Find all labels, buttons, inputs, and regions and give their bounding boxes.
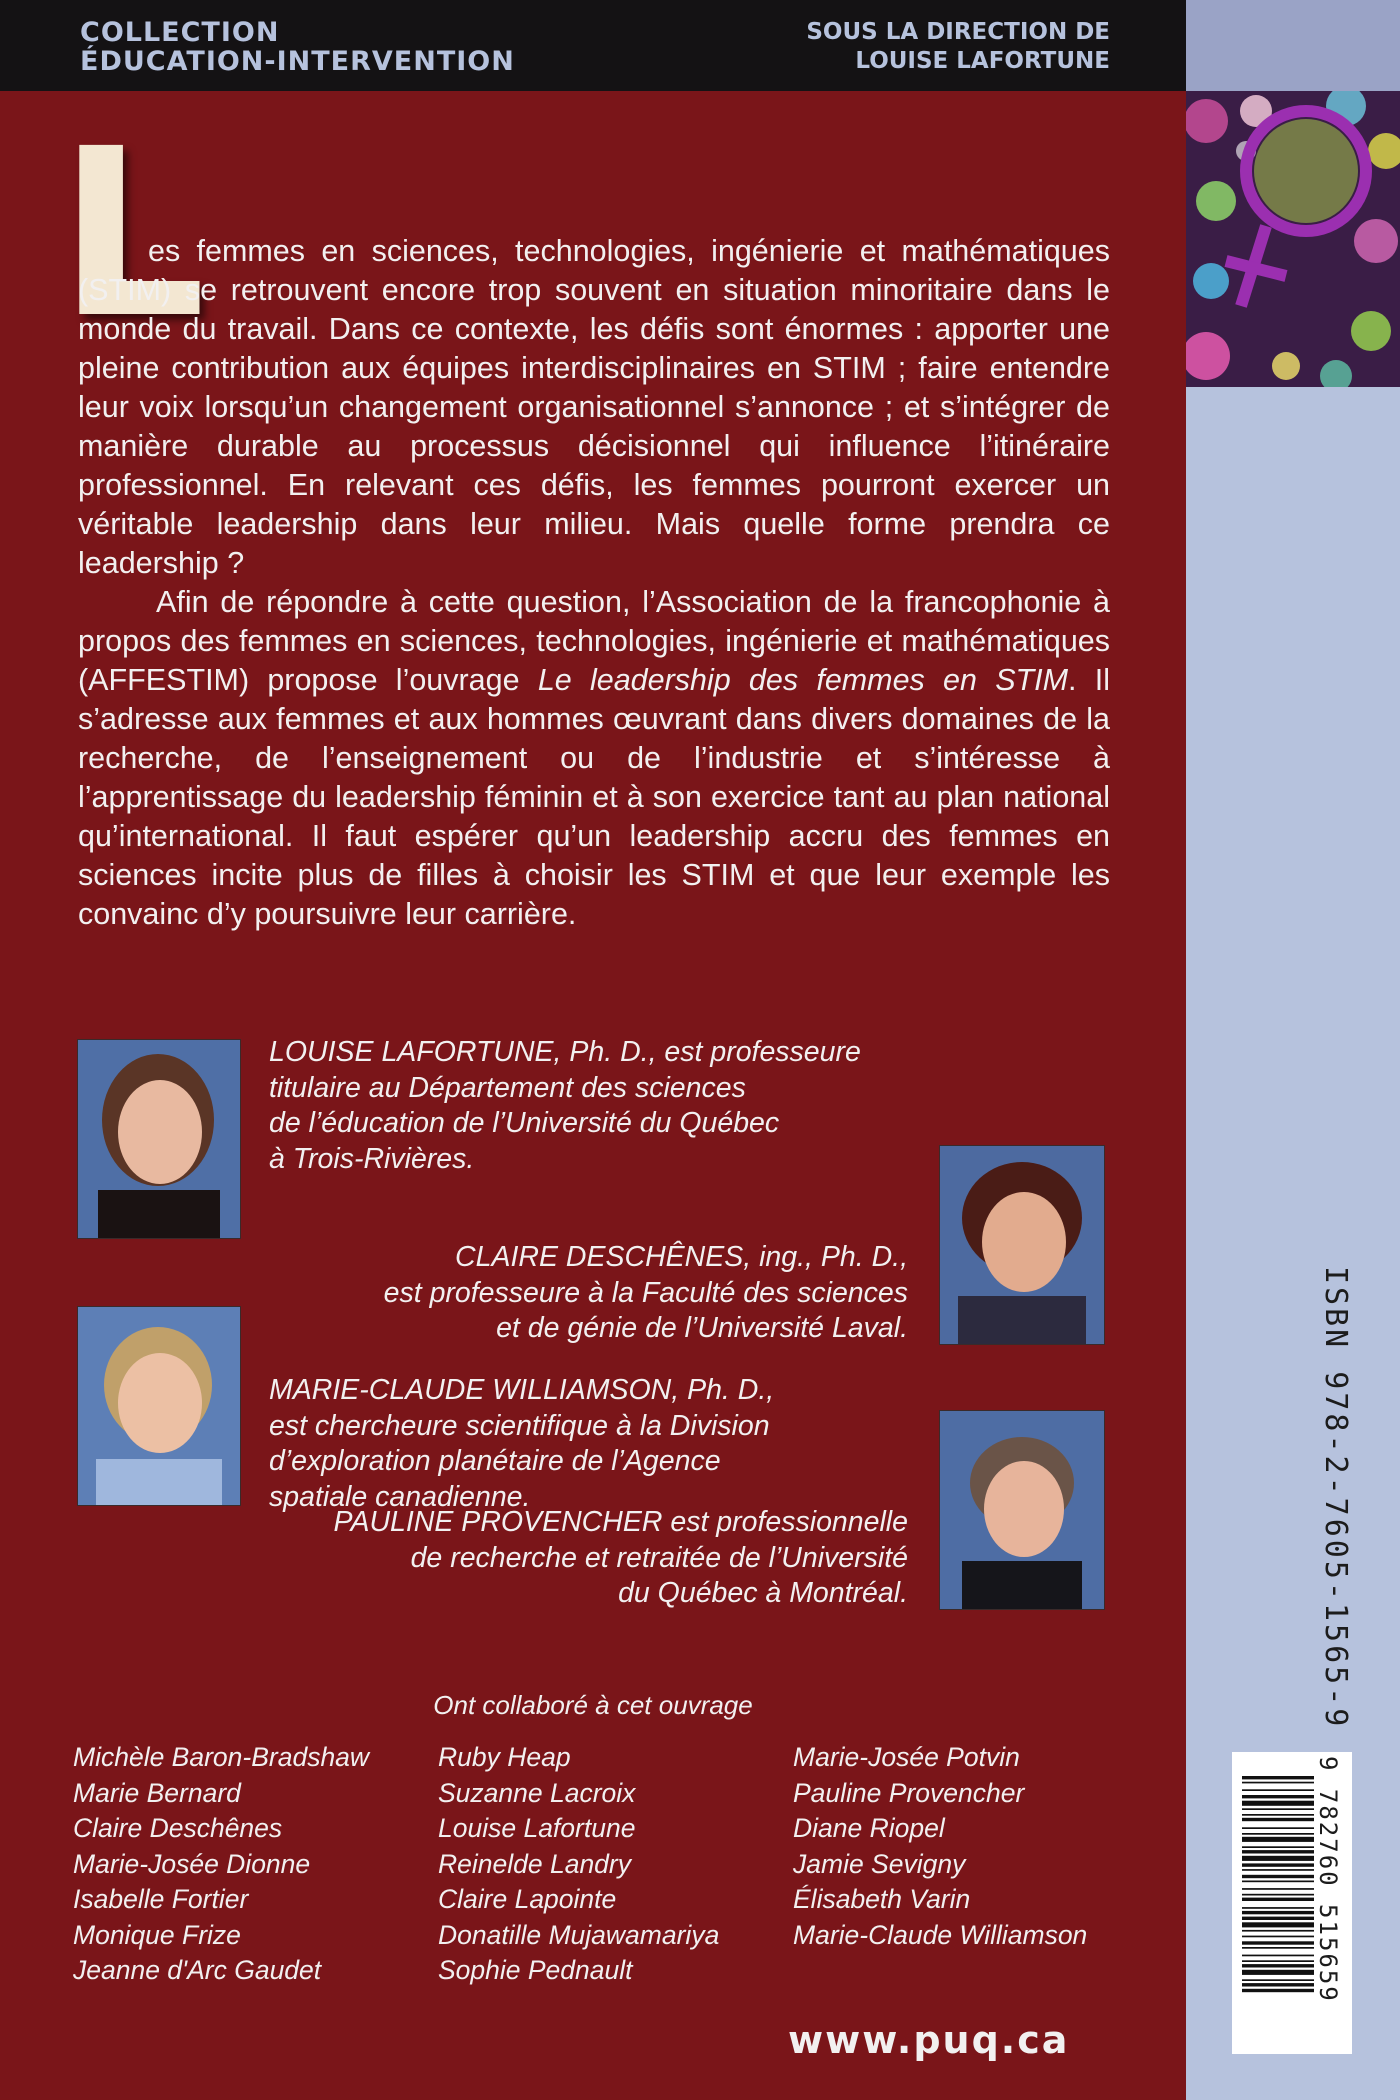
author-photo-provencher [939, 1410, 1105, 1610]
contributor-name: Jeanne d'Arc Gaudet [73, 1955, 322, 1985]
contributor-name: Suzanne Lacroix [438, 1777, 636, 1808]
contributor-name: Michèle Baron-Bradshaw [73, 1742, 370, 1772]
bio-line: PAULINE PROVENCHER est professionnelle [333, 1506, 908, 1538]
contributor-name: Reinelde Landry [438, 1848, 631, 1879]
bio-lafortune [269, 1035, 861, 1177]
contributor-name: Élisabeth Varin [793, 1884, 971, 1914]
contributors-column-3 [793, 1740, 1087, 1953]
barcode-bars [1242, 1776, 1314, 2048]
bio-line: de l’éducation de l’Université du Québec [269, 1107, 780, 1139]
contributors-title: Ont collaboré à cet ouvrage [433, 1690, 753, 1720]
barcode-digits [1310, 1752, 1350, 2054]
bio-line: d’exploration planétaire de l’Agence [269, 1445, 721, 1477]
contributor-name: Claire Deschênes [73, 1813, 283, 1843]
barcode [1232, 1752, 1352, 2054]
bio-line: et de génie de l’Université Laval. [496, 1312, 908, 1344]
direction-line-1: SOUS LA DIRECTION DE [806, 19, 1110, 45]
direction-line-2: LOUISE LAFORTUNE [855, 48, 1110, 74]
contributor-name: Claire Lapointe [438, 1884, 617, 1914]
contributor-name: Diane Riopel [793, 1813, 945, 1843]
bio-williamson [269, 1373, 774, 1515]
author-photo-williamson [77, 1306, 241, 1506]
bio-line: est chercheure scientifique à la Division [269, 1409, 770, 1442]
bio-line: CLAIRE DESCHÊNES, ing., Ph. D., [455, 1241, 908, 1273]
contributor-name: Donatille Mujawamariya [438, 1919, 720, 1950]
editor-credit [806, 18, 1110, 76]
venus-symbol-icon [1186, 91, 1400, 387]
bio-line: est professeure à la Faculté des sciences [383, 1276, 908, 1309]
barcode-digits-text: 9 782760 515659 [1314, 1756, 1342, 2003]
author-photo-lafortune [77, 1039, 241, 1239]
isbn-text: ISBN 978-2-7605-1565-9 [1318, 1266, 1353, 1730]
book-title: Le leadership des femmes en STIM [537, 663, 1069, 697]
header-band [0, 0, 1186, 91]
strip-top-band [1186, 0, 1400, 91]
bio-deschenes [384, 1240, 908, 1347]
contributor-name: Jamie Sevigny [793, 1848, 966, 1879]
publisher-url: www.puq.ca [788, 2018, 1070, 2062]
contributor-name: Louise Lafortune [438, 1813, 636, 1843]
bio-line: à Trois-Rivières. [269, 1142, 475, 1175]
bio-provencher [334, 1505, 908, 1612]
contributor-name: Marie Bernard [73, 1777, 241, 1808]
contributor-name: Marie-Josée Potvin [793, 1742, 1020, 1772]
contributor-name: Sophie Pednault [438, 1955, 633, 1985]
bio-line: de recherche et retraitée de l’Université [410, 1541, 908, 1574]
intro-paragraph-2 [78, 583, 1110, 934]
contributor-name: Monique Frize [73, 1919, 241, 1950]
contributors-column-2 [438, 1740, 719, 1989]
contributor-name: Pauline Provencher [793, 1777, 1025, 1808]
collection-line-2: ÉDUCATION-INTERVENTION [80, 46, 515, 77]
bio-line: spatiale canadienne. [269, 1480, 531, 1513]
dropcap-letter: L [58, 99, 206, 369]
bio-line: LOUISE LAFORTUNE, Ph. D., est professeure [269, 1036, 861, 1068]
bio-line: titulaire au Département des sciences [269, 1071, 746, 1104]
intro-text [78, 232, 1110, 934]
contributor-name: Isabelle Fortier [73, 1884, 249, 1914]
intro-p2-start: Afin de répondre à cette question, l’Association de la francophonie à propos des femmes en sciences, technologies, ingénierie et mathématiques (AFFESTIM) propose l’ouvrage [78, 585, 1110, 697]
collection-name [80, 18, 515, 76]
collection-line-1: COLLECTION [80, 17, 280, 48]
intro-paragraph-1: es femmes en sciences, technologies, ingénierie et mathématiques (STIM) se retrouvent encore trop souvent en situation minoritaire dans le monde du travail. Dans ce contexte, les défis sont énormes : apporter une pleine contribution aux équipes interdisciplinaires en STIM ; faire entendre leur voix lorsqu’un changement organisationnel s’annonce ; et s’intégrer de manière durable au processus décisionnel qui influence l’itinéraire professionnel. En relevant ces défis, les femmes pourront exercer un véritable leadership dans leur milieu. Mais quelle forme prendra ce leadership ? [78, 234, 1110, 580]
spine-strip [1186, 0, 1400, 2100]
contributor-name: Marie-Josée Dionne [73, 1848, 311, 1879]
contributor-name: Marie-Claude Williamson [793, 1919, 1088, 1950]
contributors-column-1 [73, 1740, 369, 1989]
bio-line: du Québec à Montréal. [618, 1577, 908, 1609]
isbn-label [1316, 1262, 1364, 1772]
author-photo-deschenes [939, 1145, 1105, 1345]
bio-line: MARIE-CLAUDE WILLIAMSON, Ph. D., [269, 1374, 775, 1406]
intro-p2-end: . Il s’adresse aux femmes et aux hommes œuvrant dans divers domaines de la recherche, de l’enseignement ou de l’industrie et s’intéresse à l’apprentissage du leadership féminin et à son exercice tant au plan national qu’international. Il faut espérer qu’un leadership accru des femmes en sciences incite plus de filles à choisir les STIM et que leur exemple les convainc d’y poursuivre leur carrière. [78, 663, 1111, 931]
contributor-name: Ruby Heap [438, 1742, 571, 1772]
